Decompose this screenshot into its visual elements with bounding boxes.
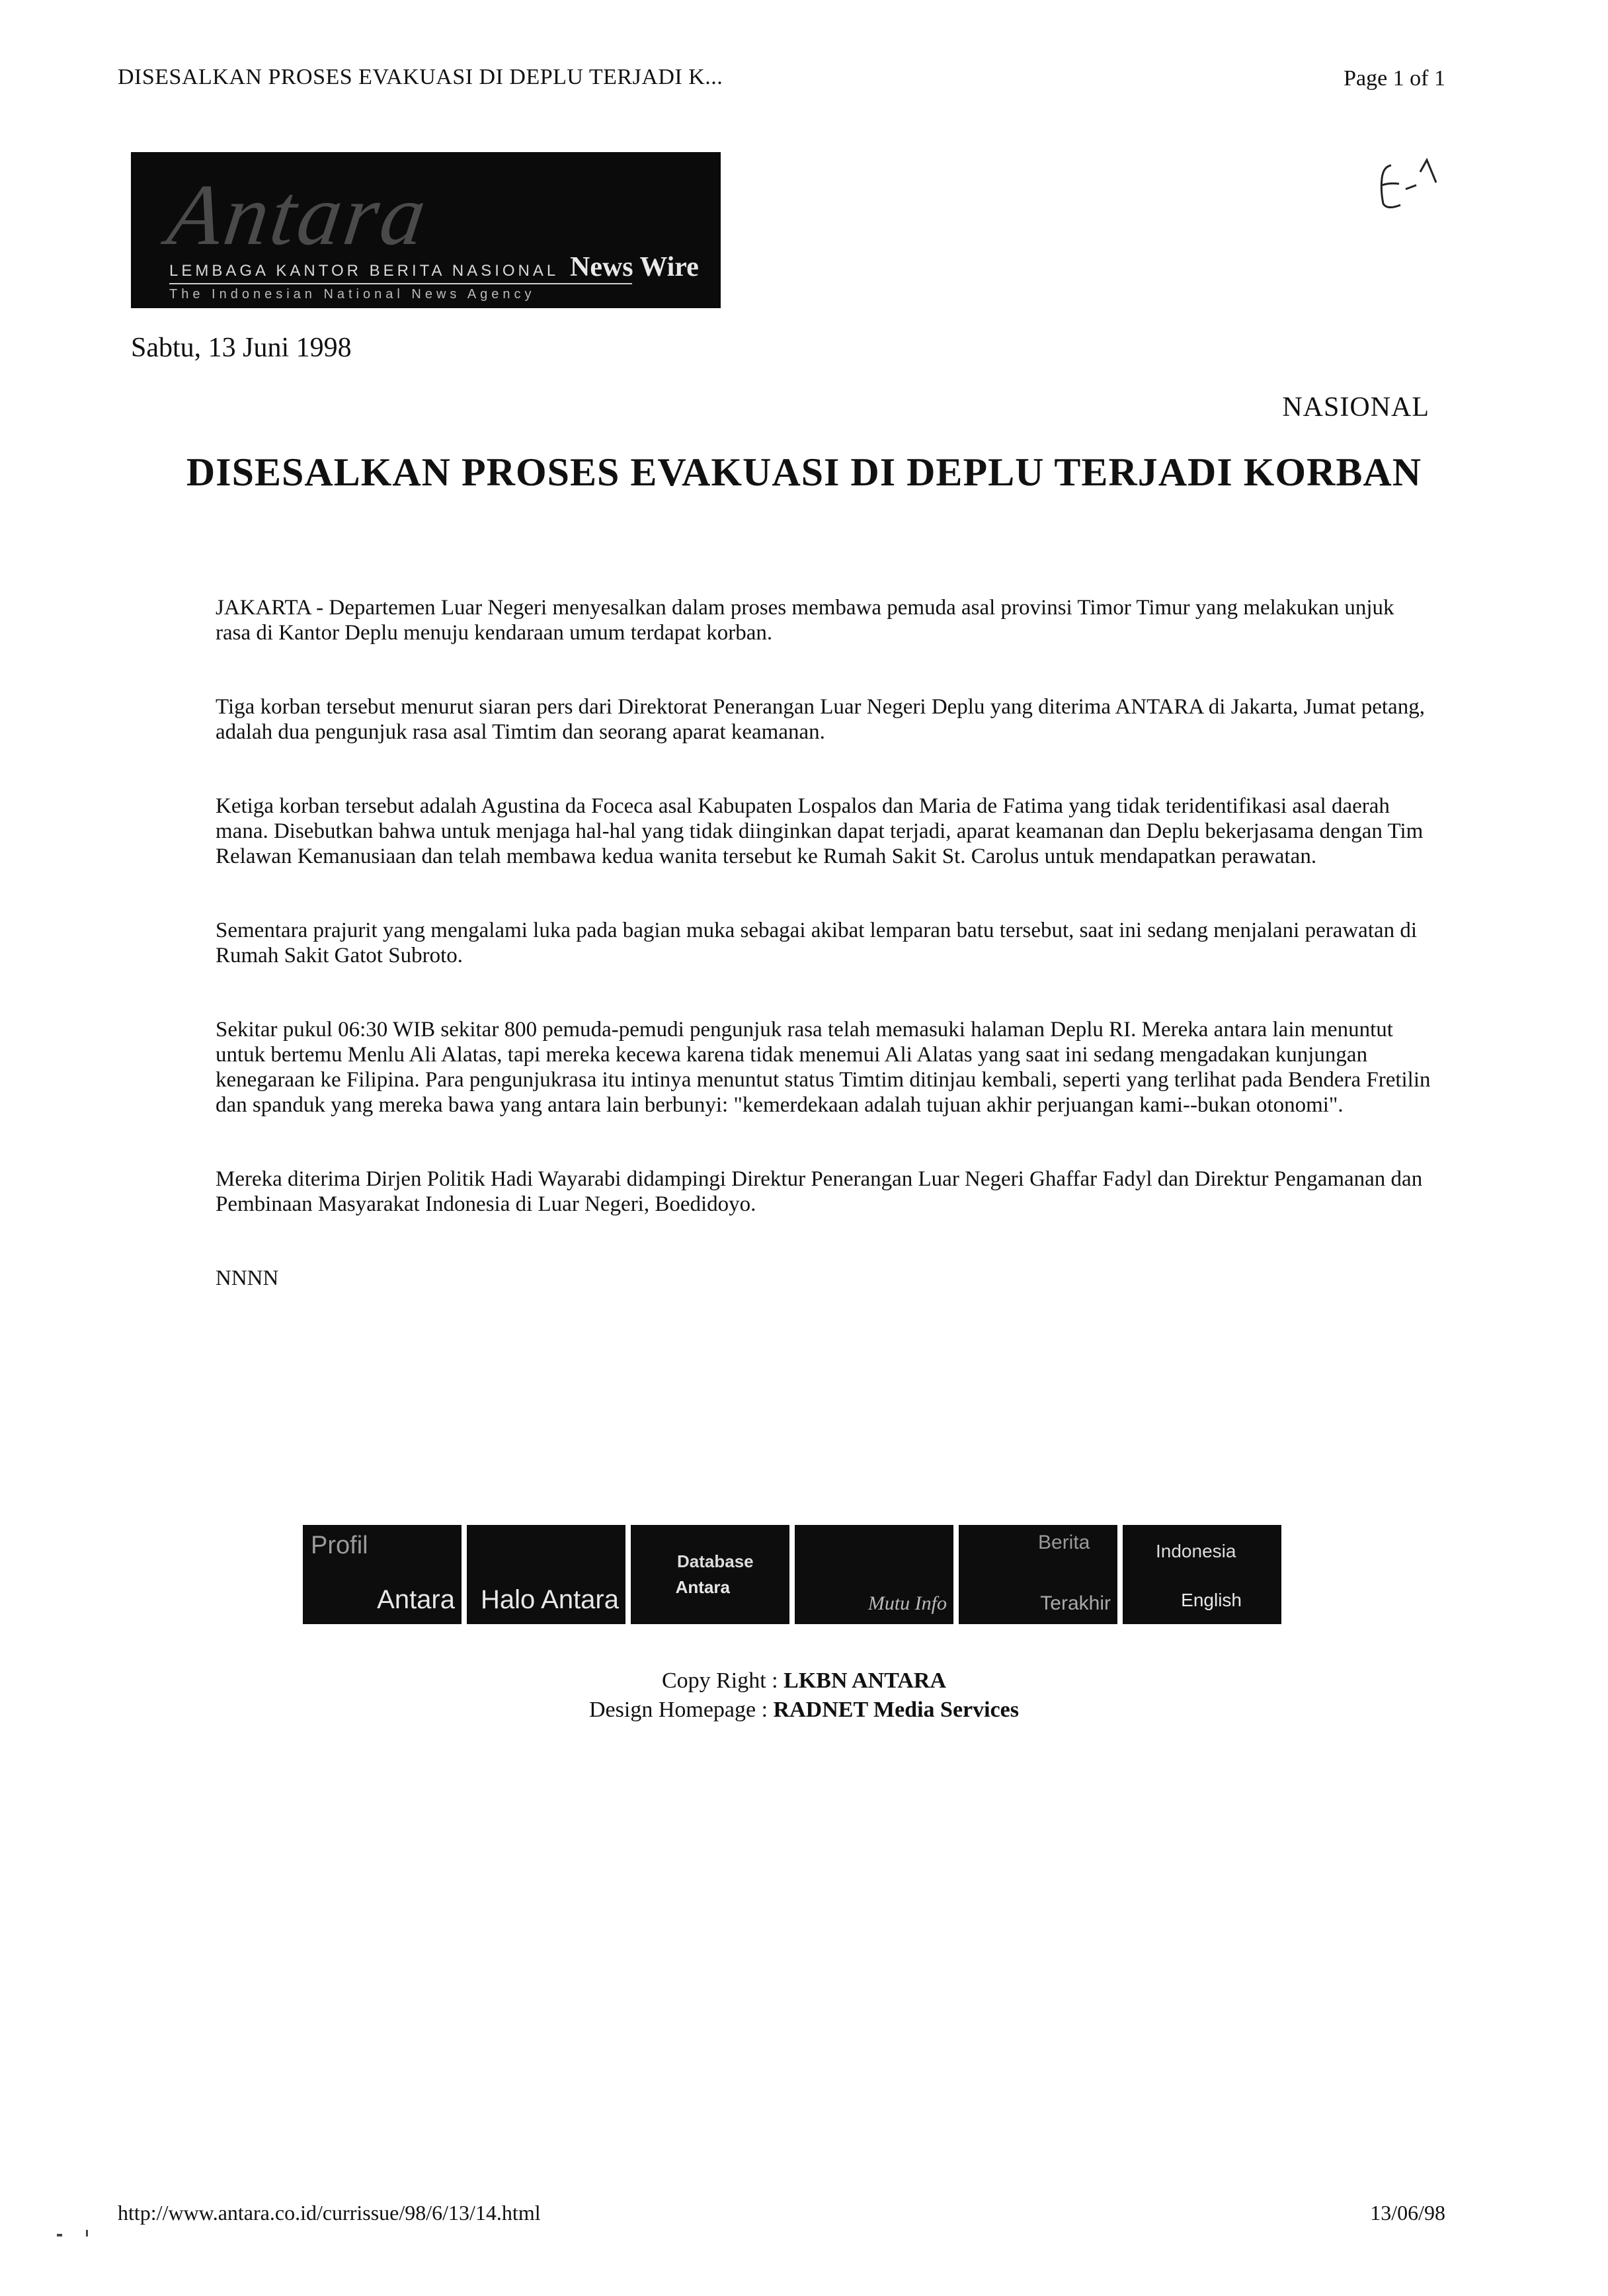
banner-divider: [169, 283, 632, 284]
print-footer-date: 13/06/98: [1370, 2201, 1445, 2225]
nav-button-database-antara[interactable]: [631, 1525, 789, 1624]
nav-button-halo-antara[interactable]: [467, 1525, 625, 1624]
nav-button-line1: Profil: [311, 1532, 368, 1559]
article-date: Sabtu, 13 Juni 1998: [131, 333, 352, 363]
print-footer-url: http://www.antara.co.id/currissue/98/6/13/14.html: [118, 2201, 541, 2225]
article-paragraph: Tiga korban tersebut menurut siaran pers dari Direktorat Penerangan Luar Negeri Deplu yang diterima ANTARA di Jakarta, Jumat petang, adalah dua pengunjuk rasa asal Timtim dan seorang aparat keamanan.: [216, 695, 1425, 744]
nav-button-berita-terakhir[interactable]: [959, 1525, 1117, 1624]
nav-button-line1: Berita: [1038, 1532, 1090, 1553]
nav-button-line2: Antara: [675, 1577, 730, 1597]
design-label: Design Homepage :: [589, 1698, 774, 1722]
scan-speck: [57, 2234, 62, 2236]
banner-agency-name: LEMBAGA KANTOR BERITA NASIONAL: [169, 262, 559, 280]
scan-speck: [86, 2230, 88, 2236]
print-page-number: Page 1 of 1: [1344, 66, 1445, 91]
nav-button-mutu-info[interactable]: [795, 1525, 953, 1624]
article-paragraph: Mereka diterima Dirjen Politik Hadi Wayarabi didampingi Direktur Penerangan Luar Negeri Ghaffar Fadyl dan Direktur Pengamanan dan Pembinaan Masyarakat Indonesia di Luar Negeri, Boedidoyo.: [216, 1167, 1423, 1216]
nav-button-line2: Halo Antara: [480, 1585, 619, 1614]
nav-button-line1: Database: [677, 1551, 754, 1571]
copyright-line: [0, 1666, 1608, 1696]
article-title: DISESALKAN PROSES EVAKUASI DI DEPLU TERJADI KORBAN: [186, 450, 1422, 494]
print-header-title: DISESALKAN PROSES EVAKUASI DI DEPLU TERJADI K...: [118, 65, 723, 89]
design-line: [0, 1696, 1608, 1725]
article-paragraph: Sekitar pukul 06:30 WIB sekitar 800 pemuda-pemudi pengunjuk rasa telah memasuki halaman Deplu RI. Mereka antara lain menuntut untuk bertemu Menlu Ali Alatas, tapi mereka kecewa karena tidak menemui Ali Alatas yang saat ini sedang mengadakan kunjungan kenegaraan ke Filipina. Para pengunjukrasa itu intinya menuntut status Timtim ditinjau kembali, seperti yang terlihat pada Bendera Fretilin dan spanduk yang mereka bawa yang antara lain berbunyi: "kemerdekaan adalah tujuan akhir perjuangan kami--bukan otonomi".: [216, 1018, 1431, 1117]
nav-button-indonesia-english[interactable]: [1123, 1525, 1281, 1624]
design-value: RADNET Media Services: [773, 1698, 1019, 1722]
banner-agency-english: The Indonesian National News Agency: [169, 287, 536, 302]
article-paragraph: JAKARTA - Departemen Luar Negeri menyesalkan dalam proses membawa pemuda asal provinsi Timor Timur yang melakukan unjuk rasa di Kantor Deplu menuju kendaraan umum terdapat korban.: [216, 596, 1394, 645]
nav-button-line2: Antara: [377, 1585, 455, 1614]
antara-banner[interactable]: [131, 152, 721, 308]
antara-logo: Antara: [162, 166, 435, 263]
section-label: NASIONAL: [1282, 392, 1429, 423]
nav-button-line2: Mutu Info: [867, 1592, 947, 1614]
article-paragraph: Sementara prajurit yang mengalami luka pada bagian muka sebagai akibat lemparan batu tersebut, saat ini sedang menjalani perawatan di Rumah Sakit Gatot Subroto.: [216, 919, 1418, 967]
copyright-label: Copy Right :: [661, 1668, 784, 1693]
nav-button-line2: English: [1181, 1590, 1242, 1610]
copyright-value: LKBN ANTARA: [784, 1668, 947, 1693]
nav-button-line1: Indonesia: [1156, 1541, 1236, 1561]
nav-button-profil-antara[interactable]: [303, 1525, 462, 1624]
banner-news-wire: News Wire: [570, 252, 699, 282]
handwritten-mark-icon: [1365, 152, 1451, 231]
article-signoff: NNNN: [216, 1266, 279, 1290]
nav-button-bar: [303, 1525, 1281, 1624]
article-body: [216, 595, 1432, 1340]
nav-button-line2: Terakhir: [1040, 1592, 1111, 1614]
footer-credits: [0, 1666, 1608, 1725]
article-paragraph: Ketiga korban tersebut adalah Agustina da Foceca asal Kabupaten Lospalos dan Maria de Fatima yang tidak teridentifikasi asal daerah mana. Disebutkan bahwa untuk menjaga hal-hal yang tidak diinginkan dapat terjadi, aparat keamanan dan Deplu bekerjasama dengan Tim Relawan Kemanusiaan dan telah membawa kedua wanita tersebut ke Rumah Sakit St. Carolus untuk mendapatkan perawatan.: [216, 794, 1424, 868]
